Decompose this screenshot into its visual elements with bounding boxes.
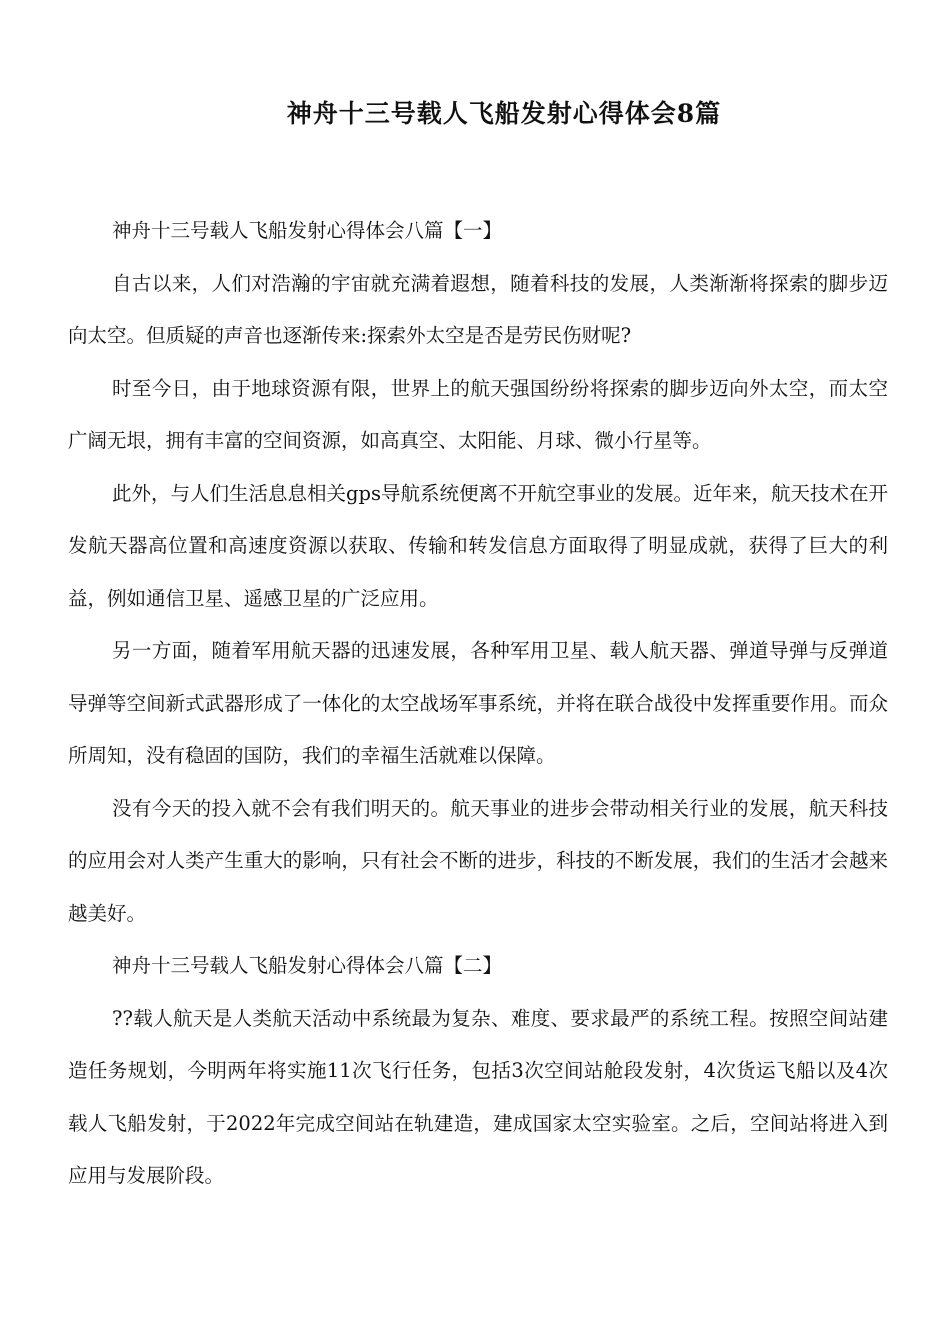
paragraph: 此外，与人们生活息息相关gps导航系统便离不开航空事业的发展。近年来，航天技术在开发航天器高位置和高速度资源以获取、传输和转发信息方面取得了明显成就，获得了巨大的利益，例如通信卫星、遥感卫星的广泛应用。 bbox=[68, 481, 888, 610]
paragraph: 没有今天的投入就不会有我们明天的。航天事业的进步会带动相关行业的发展，航天科技的应用会对人类产生重大的影响，只有社会不断的进步，科技的不断发展，我们的生活才会越来越美好。 bbox=[68, 796, 888, 925]
paragraph: 另一方面，随着军用航天器的迅速发展，各种军用卫星、载人航天器、弹道导弹与反弹道导弹等空间新式武器形成了一体化的太空战场军事系统，并将在联合战役中发挥重要作用。而众所周知，没有稳固的国防，我们的幸福生活就难以保障。 bbox=[68, 639, 888, 767]
paragraph: 时至今日，由于地球资源有限，世界上的航天强国纷纷将探索的脚步迈向外太空，而太空广阔无垠，拥有丰富的空间资源，如高真空、太阳能、月球、微小行星等。 bbox=[68, 376, 888, 452]
document-title: 神舟十三号载人飞船发射心得体会8篇 bbox=[286, 99, 722, 128]
section-heading-1: 神舟十三号载人飞船发射心得体会八篇【一】 bbox=[112, 219, 503, 242]
section-heading-2: 神舟十三号载人飞船发射心得体会八篇【二】 bbox=[112, 954, 503, 977]
paragraph: 自古以来，人们对浩瀚的宇宙就充满着遐想，随着科技的发展，人类渐渐将探索的脚步迈向太空。但质疑的声音也逐渐传来:探索外太空是否是劳民伤财呢? bbox=[68, 271, 888, 347]
paragraph: ??载人航天是人类航天活动中系统最为复杂、难度、要求最严的系统工程。按照空间站建造任务规划，今明两年将实施11次飞行任务，包括3次空间站舱段发射，4次货运飞船以及4次载人飞船发射，于2022年完成空间站在轨建造，建成国家太空实验室。之后，空间站将进入到应用与发展阶段。 bbox=[68, 1006, 888, 1187]
document-body bbox=[68, 205, 888, 1203]
